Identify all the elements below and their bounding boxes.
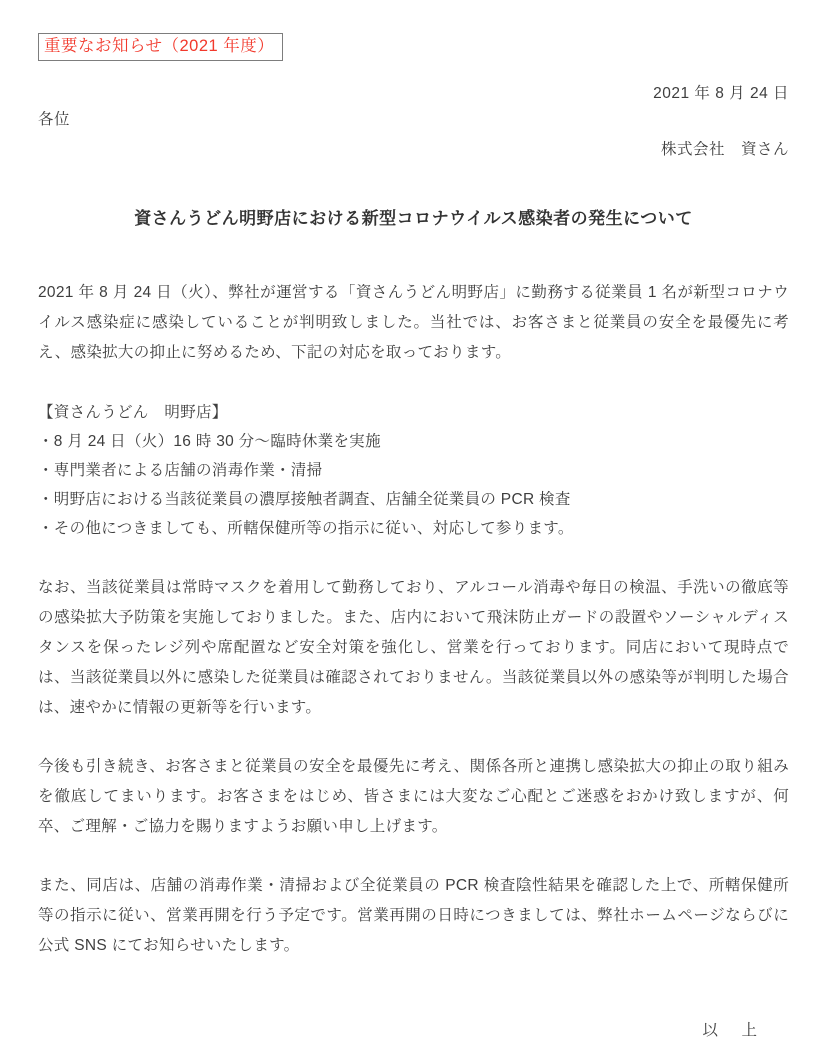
addressee: 各位	[38, 111, 71, 129]
store-section-heading: 【資さんうどん 明野店】	[38, 404, 228, 422]
paragraph-prevention-measures: なお、当該従業員は常時マスクを着用して勤務しており、アルコール消毒や毎日の検温、手洗いの徹底等の感染拡大予防策を実施しておりました。また、店内において飛沫防止ガードの設置やソーシャルディスタンスを保ったレジ列や席配置など安全対策を強化し、営業を行っております。同店において現時点では、当該従業員以外に感染した従業員は確認されておりません。当該従業員以外の感染等が判明した場合は、速やかに情報の更新等を行います。	[38, 579, 789, 717]
important-notice-banner: 重要なお知らせ（2021 年度）	[38, 33, 283, 61]
paragraph-announcement: 2021 年 8 月 24 日（火）、弊社が運営する「資さんうどん明野店」に勤務する従業員 1 名が新型コロナウイルス感染症に感染していることが判明致しました。当社では、お客さまと従業員の安全を最優先に考え、感染拡大の抑止に努めるため、下記の対応を取っております。	[38, 284, 789, 362]
document-date: 2021 年 8 月 24 日	[653, 85, 789, 103]
paragraph-apology: 今後も引き続き、お客さまと従業員の安全を最優先に考え、関係各所と連携し感染拡大の抑止の取り組みを徹底してまいります。お客さまをはじめ、皆さまには大変なご心配とご迷惑をおかけ致しますが、何卒、ご理解・ご協力を賜りますようお願い申し上げます。	[38, 758, 789, 836]
list-item: ・明野店における当該従業員の濃厚接触者調査、店舗全従業員の PCR 検査	[38, 491, 571, 509]
closing-mark: 以 上	[702, 1022, 761, 1040]
paragraph-reopening: また、同店は、店舗の消毒作業・清掃および全従業員の PCR 検査陰性結果を確認した上で、所轄保健所等の指示に従い、営業再開を行う予定です。営業再開の日時につきましては、弊社ホームページならびに公式 SNS にてお知らせいたします。	[38, 877, 789, 955]
list-item: ・専門業者による店舗の消毒作業・清掃	[38, 462, 323, 480]
company-name: 株式会社 資さん	[660, 141, 789, 159]
list-item: ・8 月 24 日（火）16 時 30 分～臨時休業を実施	[38, 433, 381, 451]
measures-list	[38, 427, 789, 543]
response-measures-section	[38, 398, 789, 543]
document-title: 資さんうどん明野店における新型コロナウイルス感染者の発生について	[134, 209, 693, 229]
list-item: ・その他につきましても、所轄保健所等の指示に従い、対応して参ります。	[38, 520, 574, 538]
